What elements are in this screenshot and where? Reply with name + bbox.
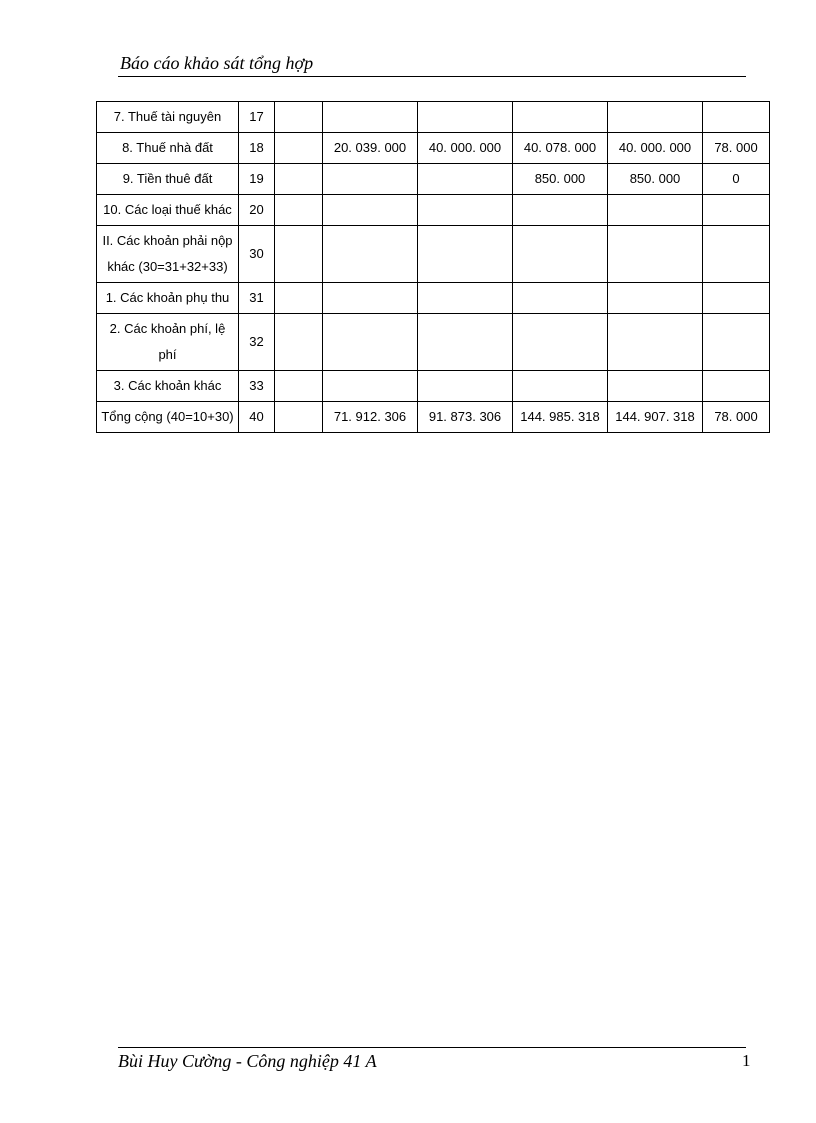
value-cell xyxy=(608,102,703,133)
value-cell xyxy=(418,226,513,283)
value-cell xyxy=(703,371,770,402)
value-cell xyxy=(275,133,323,164)
row-code-cell: 33 xyxy=(239,371,275,402)
row-code-cell: 40 xyxy=(239,402,275,433)
value-cell xyxy=(513,102,608,133)
value-cell xyxy=(418,371,513,402)
row-code-cell: 32 xyxy=(239,314,275,371)
value-cell xyxy=(275,226,323,283)
row-label-cell: 10. Các loại thuế khác xyxy=(97,195,239,226)
value-cell xyxy=(418,164,513,195)
table-row xyxy=(97,283,770,314)
row-code-cell: 19 xyxy=(239,164,275,195)
table-row xyxy=(97,371,770,402)
row-label-cell: 3. Các khoản khác xyxy=(97,371,239,402)
value-cell: 78. 000 xyxy=(703,133,770,164)
value-cell xyxy=(513,314,608,371)
value-cell: 20. 039. 000 xyxy=(323,133,418,164)
value-cell: 78. 000 xyxy=(703,402,770,433)
value-cell xyxy=(418,102,513,133)
table-row xyxy=(97,402,770,433)
value-cell xyxy=(513,226,608,283)
row-code-cell: 20 xyxy=(239,195,275,226)
row-code-cell: 18 xyxy=(239,133,275,164)
tax-table xyxy=(96,101,770,433)
value-cell xyxy=(323,226,418,283)
row-code-cell: 17 xyxy=(239,102,275,133)
value-cell xyxy=(323,164,418,195)
footer-author: Bùi Huy Cường - Công nghiệp 41 A xyxy=(118,1051,377,1071)
value-cell xyxy=(275,402,323,433)
value-cell xyxy=(275,195,323,226)
value-cell xyxy=(275,102,323,133)
value-cell xyxy=(703,195,770,226)
value-cell xyxy=(608,226,703,283)
page-header-title: Báo cáo khảo sát tổng hợp xyxy=(120,53,314,73)
table-row xyxy=(97,133,770,164)
value-cell: 91. 873. 306 xyxy=(418,402,513,433)
value-cell xyxy=(323,102,418,133)
value-cell: 40. 000. 000 xyxy=(418,133,513,164)
value-cell xyxy=(513,283,608,314)
value-cell xyxy=(608,314,703,371)
value-cell xyxy=(275,283,323,314)
value-cell: 850. 000 xyxy=(608,164,703,195)
value-cell xyxy=(703,102,770,133)
row-label-cell: 7. Thuế tài nguyên xyxy=(97,102,239,133)
page-number: 1 xyxy=(742,1051,751,1070)
row-label-cell: II. Các khoản phải nộp khác (30=31+32+33) xyxy=(97,226,239,283)
value-cell xyxy=(608,283,703,314)
value-cell xyxy=(703,226,770,283)
value-cell: 0 xyxy=(703,164,770,195)
value-cell xyxy=(608,371,703,402)
tax-table-body xyxy=(97,102,770,433)
header-divider xyxy=(118,76,746,77)
value-cell: 71. 912. 306 xyxy=(323,402,418,433)
row-label-cell: Tổng cộng (40=10+30) xyxy=(97,402,239,433)
value-cell xyxy=(323,314,418,371)
row-code-cell: 31 xyxy=(239,283,275,314)
value-cell xyxy=(703,314,770,371)
row-label-cell: 9. Tiền thuê đất xyxy=(97,164,239,195)
value-cell: 144. 985. 318 xyxy=(513,402,608,433)
value-cell xyxy=(275,164,323,195)
row-label-cell: 2. Các khoản phí, lệ phí xyxy=(97,314,239,371)
value-cell: 40. 078. 000 xyxy=(513,133,608,164)
table-row xyxy=(97,226,770,283)
value-cell xyxy=(513,371,608,402)
value-cell xyxy=(703,283,770,314)
table-row xyxy=(97,195,770,226)
value-cell xyxy=(418,314,513,371)
table-row xyxy=(97,102,770,133)
value-cell: 40. 000. 000 xyxy=(608,133,703,164)
value-cell xyxy=(418,195,513,226)
value-cell xyxy=(418,283,513,314)
value-cell xyxy=(323,283,418,314)
value-cell xyxy=(608,195,703,226)
row-code-cell: 30 xyxy=(239,226,275,283)
value-cell xyxy=(323,195,418,226)
table-row xyxy=(97,164,770,195)
row-label-cell: 8. Thuế nhà đất xyxy=(97,133,239,164)
table-row xyxy=(97,314,770,371)
value-cell xyxy=(275,371,323,402)
value-cell: 144. 907. 318 xyxy=(608,402,703,433)
footer-divider xyxy=(118,1047,746,1048)
value-cell xyxy=(513,195,608,226)
value-cell: 850. 000 xyxy=(513,164,608,195)
value-cell xyxy=(323,371,418,402)
row-label-cell: 1. Các khoản phụ thu xyxy=(97,283,239,314)
value-cell xyxy=(275,314,323,371)
